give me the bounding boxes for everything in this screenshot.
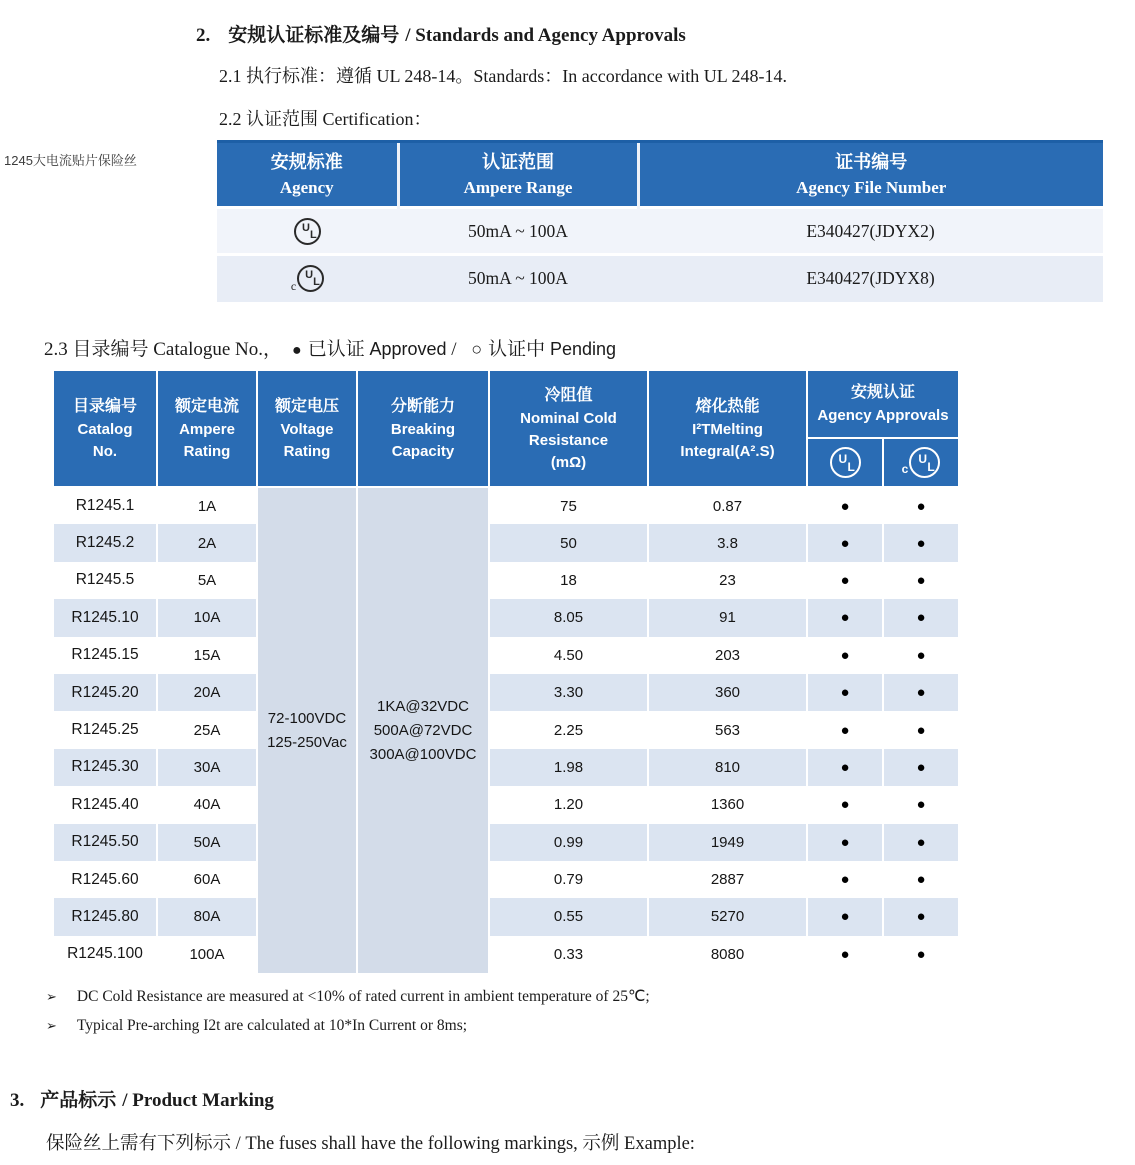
section-title-en: / Standards and Agency Approvals xyxy=(405,25,686,46)
header-en: Agency xyxy=(279,177,334,197)
cul-approved-dot: ● xyxy=(883,599,959,636)
resistance-cell: 0.99 xyxy=(489,824,648,861)
resistance-cell: 0.79 xyxy=(489,861,648,898)
ul-approved-dot: ● xyxy=(807,674,883,711)
ampere-cell: 80A xyxy=(157,898,257,935)
catalog-no-column-header: 目录编号 Catalog No. xyxy=(53,370,157,487)
standards-line: 2.1 执行标准：遵循 UL 248-14。Standards：In accordance with UL 248-14. xyxy=(219,66,788,86)
ampere-cell: 30A xyxy=(157,749,257,786)
cul-approved-dot: ● xyxy=(883,524,959,561)
table-row xyxy=(217,255,1103,302)
cul-approved-dot: ● xyxy=(883,749,959,786)
cul-subheader xyxy=(883,438,959,487)
resistance-cell: 4.50 xyxy=(489,637,648,674)
resistance-cell: 18 xyxy=(489,562,648,599)
ampere-cell: 2A xyxy=(157,524,257,561)
section-3-heading xyxy=(10,1085,274,1112)
table-row xyxy=(53,861,959,898)
voltage-rating-cell: 72-100VDC 125-250Vac xyxy=(257,487,357,973)
i2t-cell: 2887 xyxy=(648,861,807,898)
resistance-cell: 0.33 xyxy=(489,936,648,973)
resistance-cell: 75 xyxy=(489,487,648,524)
ampere-cell: 40A xyxy=(157,786,257,823)
catalog-cell: R1245.40 xyxy=(53,786,157,823)
section-title-zh: 产品标示 xyxy=(40,1090,117,1111)
marking-instruction-line: 保险丝上需有下列标示 / The fuses shall have the following markings, 示例 Example: xyxy=(46,1134,695,1154)
cul-approved-dot: ● xyxy=(883,487,959,524)
section-title-en: / Product Marking xyxy=(122,1090,274,1111)
resistance-cell: 8.05 xyxy=(489,599,648,636)
cul-approved-dot: ● xyxy=(883,674,959,711)
ul-subheader xyxy=(807,438,883,487)
catalog-cell: R1245.100 xyxy=(53,936,157,973)
ampere-cell: 60A xyxy=(157,861,257,898)
catalog-cell: R1245.25 xyxy=(53,711,157,748)
i2t-cell: 8080 xyxy=(648,936,807,973)
section-number: 3. xyxy=(10,1090,25,1111)
table-row xyxy=(53,599,959,636)
arrow-bullet-icon: ➢ xyxy=(46,989,57,1004)
ampere-rating-column-header: 额定电流 Ampere Rating xyxy=(157,370,257,487)
ul-approved-dot: ● xyxy=(807,898,883,935)
i2t-cell: 23 xyxy=(648,562,807,599)
i2t-column-header: 熔化热能 I²TMelting Integral(A².S) xyxy=(648,370,807,487)
cul-logo-icon: U L xyxy=(297,265,324,292)
catalog-cell: R1245.30 xyxy=(53,749,157,786)
legend-prefix: 2.3 目录编号 Catalogue No.， xyxy=(44,339,283,360)
table-row xyxy=(53,749,959,786)
cul-prefix: c xyxy=(290,278,297,293)
ul-approved-dot: ● xyxy=(807,711,883,748)
header-en: Ampere Range xyxy=(463,177,573,197)
table-row xyxy=(53,824,959,861)
table-row xyxy=(53,711,959,748)
cul-approved-dot: ● xyxy=(883,861,959,898)
i2t-cell: 810 xyxy=(648,749,807,786)
ul-approved-dot: ● xyxy=(807,861,883,898)
ul-approved-dot: ● xyxy=(807,524,883,561)
ampere-cell: 20A xyxy=(157,674,257,711)
ampere-cell: 1A xyxy=(157,487,257,524)
catalog-cell: R1245.2 xyxy=(53,524,157,561)
table-row xyxy=(53,786,959,823)
header-zh: 认证范围 xyxy=(482,151,554,172)
resistance-cell: 0.55 xyxy=(489,898,648,935)
table-row xyxy=(53,637,959,674)
agency-column-header xyxy=(217,142,398,208)
i2t-cell: 1949 xyxy=(648,824,807,861)
table-row xyxy=(53,898,959,935)
catalog-cell: R1245.50 xyxy=(53,824,157,861)
arrow-bullet-icon: ➢ xyxy=(46,1018,57,1033)
file-number-cell: E340427(JDYX2) xyxy=(638,208,1103,255)
cul-approved-dot: ● xyxy=(883,824,959,861)
i2t-cell: 563 xyxy=(648,711,807,748)
i2t-cell: 1360 xyxy=(648,786,807,823)
header-zh: 证书编号 xyxy=(835,151,908,172)
table-row xyxy=(53,524,959,561)
cul-prefix: c xyxy=(901,462,909,477)
cul-approved-dot: ● xyxy=(883,898,959,935)
table-row xyxy=(53,487,959,524)
cul-approved-dot: ● xyxy=(883,562,959,599)
header-zh: 安规标准 xyxy=(270,151,343,172)
footnote xyxy=(46,987,650,1006)
breaking-capacity-column-header: 分断能力 Breaking Capacity xyxy=(357,370,489,487)
catalogue-legend-line xyxy=(44,334,616,361)
table-row xyxy=(217,208,1103,255)
cul-approved-dot: ● xyxy=(883,711,959,748)
pending-en: Pending xyxy=(549,339,616,359)
ampere-cell: 25A xyxy=(157,711,257,748)
catalogue-header-row xyxy=(53,370,959,438)
footnote-text: DC Cold Resistance are measured at <10% of rated current in ambient temperature of 25℃; xyxy=(76,988,650,1005)
table-row xyxy=(53,936,959,973)
file-number-column-header xyxy=(638,142,1103,208)
side-margin-label: 1245大电流贴片保险丝 xyxy=(4,153,137,168)
cul-approved-dot: ● xyxy=(883,936,959,973)
catalog-cell: R1245.1 xyxy=(53,487,157,524)
catalog-cell: R1245.5 xyxy=(53,562,157,599)
ampere-range-column-header xyxy=(398,142,638,208)
ul-approved-dot: ● xyxy=(807,749,883,786)
cul-approved-dot: ● xyxy=(883,637,959,674)
pending-circle-icon: ○ xyxy=(471,339,483,359)
certification-table xyxy=(217,140,1103,302)
ul-logo-icon: U L xyxy=(830,447,861,478)
ampere-cell: 10A xyxy=(157,599,257,636)
approved-zh: 已认证 xyxy=(307,339,365,360)
agency-approvals-column-header: 安规认证 Agency Approvals xyxy=(807,370,959,438)
resistance-cell: 1.98 xyxy=(489,749,648,786)
i2t-cell: 5270 xyxy=(648,898,807,935)
section-title-zh: 安规认证标准及编号 xyxy=(228,25,400,46)
approved-en: Approved xyxy=(369,339,447,359)
catalog-cell: R1245.15 xyxy=(53,637,157,674)
ul-approved-dot: ● xyxy=(807,936,883,973)
table-row xyxy=(53,674,959,711)
ampere-cell: 100A xyxy=(157,936,257,973)
ul-approved-dot: ● xyxy=(807,562,883,599)
ampere-cell: 5A xyxy=(157,562,257,599)
resistance-cell: 2.25 xyxy=(489,711,648,748)
cold-resistance-column-header: 冷阻值 Nominal Cold Resistance (mΩ) xyxy=(489,370,648,487)
section-number: 2. xyxy=(196,25,211,46)
legend-slash: / xyxy=(451,339,457,360)
footnote-text: Typical Pre-arching I2t are calculated at 10*In Current or 8ms; xyxy=(76,1017,468,1034)
ampere-range-cell: 50mA ~ 100A xyxy=(398,208,638,255)
voltage-rating-column-header: 额定电压 Voltage Rating xyxy=(257,370,357,487)
i2t-cell: 3.8 xyxy=(648,524,807,561)
i2t-cell: 203 xyxy=(648,637,807,674)
agency-cell xyxy=(217,255,398,302)
table-row xyxy=(53,562,959,599)
i2t-cell: 91 xyxy=(648,599,807,636)
ul-approved-dot: ● xyxy=(807,637,883,674)
certification-line: 2.2 认证范围 Certification： xyxy=(219,109,432,129)
i2t-cell: 0.87 xyxy=(648,487,807,524)
resistance-cell: 3.30 xyxy=(489,674,648,711)
file-number-cell: E340427(JDYX8) xyxy=(638,255,1103,302)
ampere-cell: 50A xyxy=(157,824,257,861)
catalog-cell: R1245.80 xyxy=(53,898,157,935)
ul-approved-dot: ● xyxy=(807,599,883,636)
ul-logo-icon: U L xyxy=(294,218,321,245)
footnote xyxy=(46,1017,467,1035)
cul-approved-dot: ● xyxy=(883,786,959,823)
catalogue-table xyxy=(52,369,960,973)
header-en: Agency File Number xyxy=(796,177,947,197)
ul-approved-dot: ● xyxy=(807,487,883,524)
cul-logo-icon: U L xyxy=(909,447,940,478)
ampere-range-cell: 50mA ~ 100A xyxy=(398,255,638,302)
catalog-cell: R1245.10 xyxy=(53,599,157,636)
catalog-cell: R1245.60 xyxy=(53,861,157,898)
cert-table-header-row xyxy=(217,142,1103,208)
i2t-cell: 360 xyxy=(648,674,807,711)
section-2-heading xyxy=(196,20,686,47)
ul-approved-dot: ● xyxy=(807,824,883,861)
resistance-cell: 1.20 xyxy=(489,786,648,823)
ampere-cell: 15A xyxy=(157,637,257,674)
catalog-cell: R1245.20 xyxy=(53,674,157,711)
breaking-capacity-cell: 1KA@32VDC 500A@72VDC 300A@100VDC xyxy=(357,487,489,973)
agency-cell xyxy=(217,208,398,255)
resistance-cell: 50 xyxy=(489,524,648,561)
approved-dot-icon: ● xyxy=(292,342,302,359)
ul-approved-dot: ● xyxy=(807,786,883,823)
pending-zh: 认证中 xyxy=(488,339,546,360)
